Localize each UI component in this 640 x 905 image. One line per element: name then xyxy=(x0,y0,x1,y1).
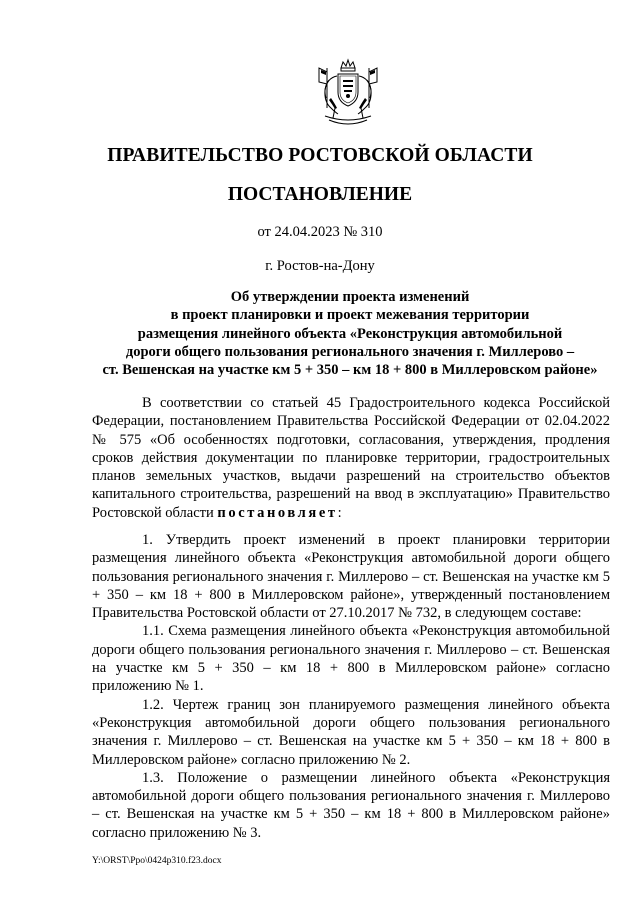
preamble-end: : xyxy=(337,504,342,521)
subject-line: Об утверждении проекта изменений xyxy=(230,289,470,305)
government-name: ПРАВИТЕЛЬСТВО РОСТОВСКОЙ ОБЛАСТИ xyxy=(107,145,533,166)
decree-word: постановляет xyxy=(217,504,338,521)
document-subject xyxy=(70,288,630,379)
document-date-number: от 24.04.2023 № 310 xyxy=(257,224,383,240)
document-city: г. Ростов-на-Дону xyxy=(265,258,375,274)
subject-line: размещения линейного объекта «Реконструкция автомобильной xyxy=(137,325,563,342)
item-1-3: 1.3. Положение о размещении линейного объекта «Реконструкция автомобильной дороги общего пользования регионального значения г. Миллерово – ст. Вешенская на участке км 5 + 350 – км 18 + 800 в Миллеровском районе» согласно приложению № 3. xyxy=(92,769,610,841)
item-1-1: 1.1. Схема размещения линейного объекта «Реконструкция автомобильной дороги общего пользования регионального значения г. Миллерово – ст. Вешенская на участке км 5 + 350 – км 18 + 800 в Миллеровском районе» согласно приложению № 1. xyxy=(92,623,610,695)
preamble-text: В соответствии со статьей 45 Градостроительного кодекса Российской Федерации, постановлением Правительства Российской Федерации от 02.04.2022 № 575 «Об особенностях подготовки, согласования, утверждения, продления сроков действия документации по планировке территории, градостроительных планов земельных участков, выдачи разрешений на строительство объектов капитального строительства, разрешений на ввод в эксплуатацию» Правительство Ростовской области xyxy=(92,395,610,521)
file-path-footer: Y:\ORST\Ppo\0424p310.f23.docx xyxy=(92,856,222,866)
preamble xyxy=(92,394,610,522)
subject-line: дороги общего пользования регионального значения г. Миллерово – xyxy=(125,343,575,360)
item-1: 1. Утвердить проект изменений в проект планировки территории размещения линейного объекта «Реконструкция автомобильной дороги общего пользования регионального значения г. Миллерово – ст. Вешенская на участке км 5 + 350 – км 18 + 800 в Миллеровском районе», утвержденный постановлением Правительства Ростовской области от 27.10.2017 № 732, в следующем составе: xyxy=(92,532,610,622)
subject-line: в проект планировки и проект межевания территории xyxy=(170,307,530,324)
preamble-paragraph xyxy=(92,394,610,522)
coat-of-arms-icon xyxy=(313,58,383,132)
resolution-items xyxy=(92,531,610,842)
subject-line: ст. Вешенская на участке км 5 + 350 – км 18 + 800 в Миллеровском районе» xyxy=(102,362,598,379)
item-1-2: 1.2. Чертеж границ зон планируемого размещения линейного объекта «Реконструкция автомобильной дороги общего пользования регионального значения г. Миллерово – ст. Вешенская на участке км 5 + 350 – км 18 + 800 в Миллеровском районе» согласно приложению № 2. xyxy=(92,696,610,768)
document-type: ПОСТАНОВЛЕНИЕ xyxy=(227,184,413,205)
